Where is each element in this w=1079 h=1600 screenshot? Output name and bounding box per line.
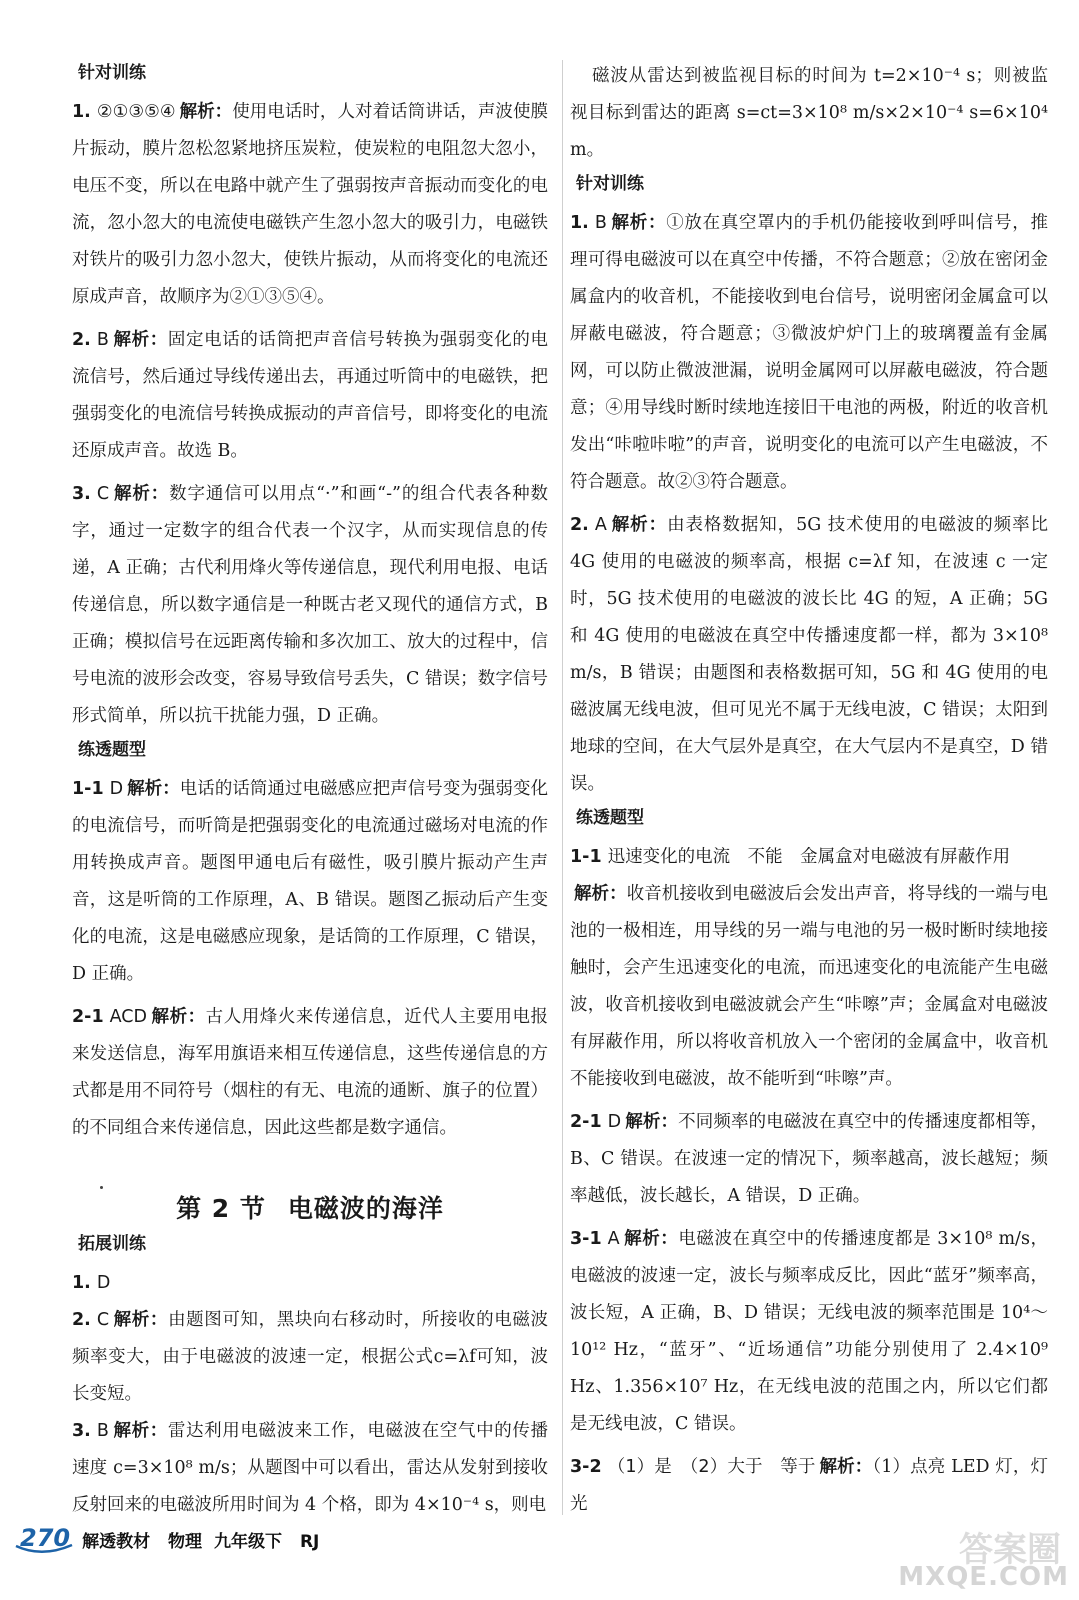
- item-answer: 迅速变化的电流 不能 金属盒对电磁波有屏蔽作用: [607, 847, 1011, 867]
- item-answer: B: [96, 330, 109, 350]
- watermark-chars: 答案圈: [959, 1530, 1061, 1570]
- analysis-text: 雷达利用电磁波来工作，电磁波在空气中的传播速度 c=3×10⁸ m/s；从题图中可以看出，雷达从发射到接收反射回来的电磁波所用时间为 4 个格，即为 4×10⁻⁴ s，则电: [72, 1421, 549, 1515]
- analysis-label: 解析：: [113, 1310, 169, 1330]
- analysis-text: 收音机接收到电磁波后会发出声音，将导线的一端与电池的一极相连，用导线的另一端与电池的另一极时断时续地接触时，会产生迅速变化的电流，而迅速变化的电流能产生电磁波，收音机接收到电磁波就会产生“咔嚓”声；金属盒对电磁波有屏蔽作用，所以将收音机放入一个密闭的金属盒中，收音机不能接收到电磁波，故不能听到“咔嚓”声。: [570, 884, 1049, 1089]
- answer-item: [570, 1221, 1048, 1443]
- item-answer: C: [96, 1310, 110, 1330]
- section-name: 电磁波的海洋: [287, 1194, 444, 1223]
- analysis-label: 解析：: [179, 102, 233, 122]
- heading-targeted-training: 针对训练: [576, 174, 644, 194]
- analysis-label: 解析：: [150, 1007, 206, 1027]
- watermark-logo: [898, 1522, 1069, 1592]
- answer-item: [570, 839, 1048, 1098]
- left-column: [72, 58, 548, 1524]
- edition: RJ: [299, 1532, 320, 1552]
- analysis-text: 由题图可知，黑块向右移动时，所接收的电磁波频率变大，由于电磁波的波速一定，根据公式c=λf可知，波长变短。: [72, 1310, 549, 1404]
- analysis-text: 电磁波在真空中的传播速度都是 3×10⁸ m/s，电磁波的波速一定，波长与频率成反比，因此“蓝牙”频率高，波长短，A 正确，B、D 错误；无线电波的频率范围是 10⁴～10¹² Hz，“蓝牙”、“近场通信”功能分别使用了 2.4×10⁹ Hz、1.356×10⁷ Hz，在无线电波的范围之内，所以它们都是无线电波，C 错误。: [570, 1229, 1048, 1434]
- answer-item: [72, 476, 548, 735]
- item-number: 1.: [72, 1273, 91, 1293]
- answer-item: [570, 1449, 1048, 1523]
- analysis-text: 不同频率的电磁波在真空中的传播速度都相等，B、C 错误。在波速一定的情况下，频率越高，波长越短；频率越低，波长越长，A 错误，D 正确。: [570, 1112, 1049, 1206]
- item-answer: ACD: [109, 1007, 147, 1027]
- item-number: 1-1: [570, 847, 602, 867]
- item-number: 1-1: [72, 779, 104, 799]
- analysis-text: 古人用烽火来传递信息，近代人主要用电报来发送信息，海军用旗语来相互传递信息，这些传递信息的方式都是用不同符号（烟柱的有无、电流的通断、旗子的位置）的不同组合来传递信息，因此这些都是数字通信。: [72, 1007, 549, 1138]
- continued-text: 磁波从雷达到被监视目标的时间为 t=2×10⁻⁴ s；则被监视目标到雷达的距离 s=ct=3×10⁸ m/s×2×10⁻⁴ s=6×10⁴ m。: [570, 66, 1048, 160]
- answer-item: [570, 507, 1048, 803]
- analysis-label: 解析：: [113, 484, 170, 504]
- column-divider: [562, 60, 563, 1515]
- analysis-label: 解析：: [610, 213, 667, 233]
- analysis-label: 解析：: [610, 515, 668, 535]
- page-number: [20, 1524, 70, 1552]
- answer-item: [72, 1413, 548, 1524]
- item-answer: C: [96, 484, 110, 504]
- analysis-label: 解析：: [112, 1421, 168, 1441]
- answer-item: [72, 999, 548, 1147]
- item-answer: D: [109, 779, 124, 799]
- analysis-text: 使用电话时，人对着话筒讲话，声波使膜片振动，膜片忽松忽紧地挤压炭粒，使炭粒的电阻忽大忽小，电压不变，所以在电路中就产生了强弱按声音振动而变化的电流，忽小忽大的电流使电磁铁产生忽小忽大的吸引力，电磁铁对铁片的吸引力忽小忽大，使铁片振动，从而将变化的电流还原成声音，故顺序为②①③⑤④。: [72, 102, 548, 307]
- item-answer: B: [96, 1421, 109, 1441]
- analysis-label: 解析：: [127, 779, 180, 799]
- item-number: 1.: [570, 213, 589, 233]
- item-number: 2.: [72, 1310, 91, 1330]
- analysis-label: 解析：: [112, 330, 168, 350]
- item-number: 3.: [72, 1421, 91, 1441]
- item-number: 3-1: [570, 1229, 602, 1249]
- heading-targeted-training: 针对训练: [78, 63, 146, 83]
- item-answer: A: [594, 515, 607, 535]
- item-number: 2-1: [570, 1112, 602, 1132]
- analysis-label: 解析：: [819, 1457, 873, 1477]
- item-answer: A: [607, 1229, 620, 1249]
- item-answer: B: [594, 213, 607, 233]
- analysis-text: 数字通信可以用点“·”和画“-”的组合代表各种数字，通过一定数字的组合代表一个汉字，从而实现信息的传递，A 正确；古代利用烽火等传递信息，现代利用电报、电话传递信息，所以数字通信是一种既古老又现代的通信方式，B 正确；模拟信号在远距离传输和多次加工、放大的过程中，信号电流的波形会改变，容易导致信号丢失，C 错误；数字信号形式简单，所以抗干扰能力强，D 正确。: [72, 484, 549, 726]
- swoosh-icon: [14, 1542, 74, 1556]
- item-answer: D: [607, 1112, 622, 1132]
- section-number: 第 2 节: [176, 1194, 266, 1223]
- analysis-text: ①放在真空罩内的手机仍能接收到呼叫信号，推理可得电磁波可以在真空中传播，不符合题意；②放在密闭金属盒内的收音机，不能接收到电台信号，说明密闭金属盒可以屏蔽电磁波，符合题意；③微波炉炉门上的玻璃覆盖有金属网，可以防止微波泄漏，说明金属网可以屏蔽电磁波，符合题意；④用导线时断时续地连接旧干电池的两极，附近的收音机发出“咔啦咔啦”的声音，说明变化的电流可以产生电磁波，不符合题意。故②③符合题意。: [570, 213, 1048, 492]
- heading-extension-training: 拓展训练: [78, 1234, 146, 1254]
- item-answer: ②①③⑤④: [96, 102, 176, 122]
- book-name: 解透教材: [82, 1532, 151, 1552]
- analysis-text: 由表格数据知，5G 技术使用的电磁波的频率比 4G 使用的电磁波的频率高，根据 c=λf 知，在波速 c 一定时，5G 技术使用的电磁波的波长比 4G 的短，A 正确；5G 和 4G 使用的电磁波在真空中传播速度都一样，都为 3×10⁸ m/s，B 错误；由题图和表格数据可知，5G 和 4G 使用的电磁波属无线电波，但可见光不属于无线电波，C 错误；太阳到地球的空间，在大气层外是真空，在大气层内不是真空，D 错误。: [570, 515, 1048, 794]
- section-title: [72, 1189, 548, 1225]
- answer-item: [72, 1302, 548, 1413]
- item-number: 2.: [72, 330, 91, 350]
- analysis-label: 解析：: [574, 884, 627, 904]
- item-answer: D: [96, 1273, 111, 1293]
- answer-item: [570, 1104, 1048, 1215]
- analysis-text: （1）点亮 LED 灯，灯光: [570, 1457, 1049, 1514]
- answer-item: [72, 771, 548, 993]
- answer-item: [72, 322, 548, 470]
- item-number: 3-2: [570, 1457, 602, 1477]
- book-info: [82, 1527, 331, 1552]
- item-number: 1.: [72, 102, 91, 122]
- analysis-text: 固定电话的话筒把声音信号转换为强弱变化的电流信号，然后通过导线传递出去，再通过听筒中的电磁铁，把强弱变化的电流信号转换成振动的声音信号，即将变化的电流还原成声音。故选 B。: [72, 330, 549, 461]
- analysis-label: 解析：: [625, 1112, 679, 1132]
- item-number: 2-1: [72, 1007, 104, 1027]
- item-number: 3.: [72, 484, 91, 504]
- subject: 物理: [168, 1532, 203, 1552]
- grade: 九年级下: [214, 1532, 283, 1552]
- analysis-label: 解析：: [623, 1229, 679, 1249]
- watermark-site: MXQE.COM: [898, 1562, 1069, 1592]
- analysis-text: 电话的话筒通过电磁感应把声信号变为强弱变化的电流信号，而听筒是把强弱变化的电流通过磁场对电流的作用转换成声音。题图甲通电后有磁性，吸引膜片振动产生声音，这是听筒的工作原理，A、B 错误。题图乙振动后产生变化的电流，这是电磁感应现象，是话筒的工作原理，C 错误，D 正确。: [72, 779, 549, 984]
- page-number-text: 270: [20, 1524, 71, 1552]
- answer-item: [72, 94, 548, 316]
- right-column: [570, 58, 1048, 1523]
- heading-practice-types: 练透题型: [78, 740, 146, 760]
- item-number: 2.: [570, 515, 589, 535]
- heading-practice-types: 练透题型: [576, 808, 644, 828]
- answer-item: [570, 205, 1048, 501]
- page-footer: [20, 1524, 331, 1552]
- answer-item: [72, 1265, 548, 1302]
- item-answer: （1）是 （2）大于 等于: [607, 1457, 816, 1477]
